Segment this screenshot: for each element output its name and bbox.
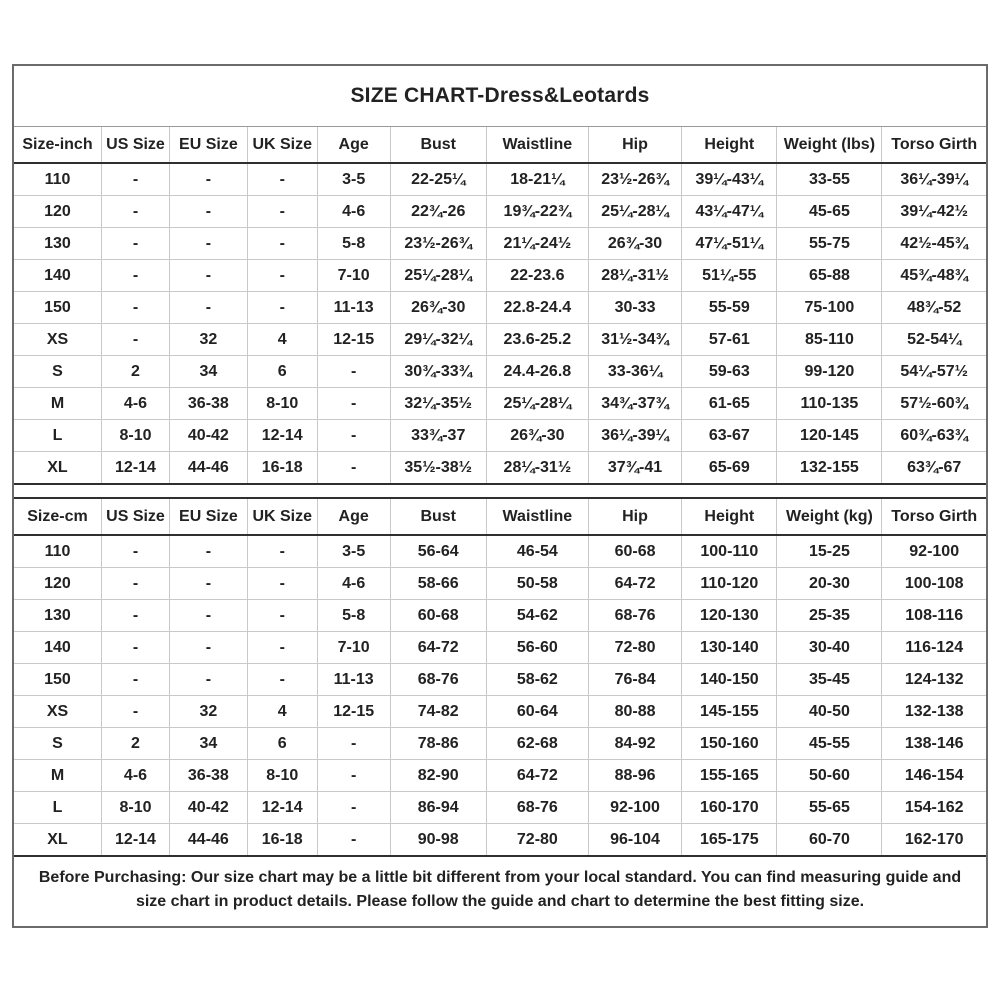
table-row bbox=[14, 824, 986, 856]
table-cell: 36-38 bbox=[170, 388, 248, 420]
table-cell: - bbox=[317, 452, 390, 484]
size-table-cm bbox=[14, 499, 986, 855]
table-cell: 2 bbox=[101, 356, 169, 388]
table-cell: 110-120 bbox=[682, 568, 777, 600]
table-cell: 72-80 bbox=[486, 824, 588, 856]
table-cell: 145-155 bbox=[682, 696, 777, 728]
table-cell: - bbox=[170, 163, 248, 196]
table-cell: 100-108 bbox=[882, 568, 986, 600]
table-cell: 5-8 bbox=[317, 228, 390, 260]
table-cell: 29¼-32¼ bbox=[390, 324, 486, 356]
table-cell: 99-120 bbox=[777, 356, 882, 388]
table-cell: 64-72 bbox=[588, 568, 681, 600]
table-cell: 11-13 bbox=[317, 664, 390, 696]
table-cell: 25¼-28¼ bbox=[390, 260, 486, 292]
table-cell: 75-100 bbox=[777, 292, 882, 324]
table-cell: 76-84 bbox=[588, 664, 681, 696]
table-row bbox=[14, 452, 986, 484]
table-cell: - bbox=[101, 196, 169, 228]
table-cell: 30-40 bbox=[777, 632, 882, 664]
header-row bbox=[14, 499, 986, 535]
table-cell: 132-138 bbox=[882, 696, 986, 728]
table-cell: 37¾-41 bbox=[588, 452, 681, 484]
table-cell: M bbox=[14, 760, 101, 792]
table-cell: 92-100 bbox=[588, 792, 681, 824]
table-cell: 85-110 bbox=[777, 324, 882, 356]
table-cell: 6 bbox=[247, 728, 317, 760]
table-cell: XS bbox=[14, 696, 101, 728]
table-cell: - bbox=[247, 163, 317, 196]
table-cell: 30-33 bbox=[588, 292, 681, 324]
table-cell: 19¾-22¾ bbox=[486, 196, 588, 228]
table-row bbox=[14, 696, 986, 728]
table-cell: - bbox=[317, 824, 390, 856]
table-row bbox=[14, 292, 986, 324]
table-row bbox=[14, 535, 986, 568]
table-cell: 65-69 bbox=[682, 452, 777, 484]
table-cell: - bbox=[101, 632, 169, 664]
table-cell: - bbox=[170, 292, 248, 324]
table-cell: 8-10 bbox=[101, 792, 169, 824]
table-cell: 35-45 bbox=[777, 664, 882, 696]
table-cell: - bbox=[317, 420, 390, 452]
table-cell: XL bbox=[14, 824, 101, 856]
table-cell: 36-38 bbox=[170, 760, 248, 792]
table-cell: 86-94 bbox=[390, 792, 486, 824]
table-cell: 6 bbox=[247, 356, 317, 388]
table-cell: 45-55 bbox=[777, 728, 882, 760]
table-cell: M bbox=[14, 388, 101, 420]
table-cell: 57-61 bbox=[682, 324, 777, 356]
table-cell: S bbox=[14, 728, 101, 760]
table-cell: 68-76 bbox=[390, 664, 486, 696]
table-cell: 60¾-63¾ bbox=[882, 420, 986, 452]
table-cell: 140 bbox=[14, 632, 101, 664]
table-cell: 110 bbox=[14, 163, 101, 196]
table-cell: 120 bbox=[14, 568, 101, 600]
table-cell: 60-68 bbox=[390, 600, 486, 632]
table-cell: 140-150 bbox=[682, 664, 777, 696]
table-cell: 59-63 bbox=[682, 356, 777, 388]
table-cell: 28¼-31½ bbox=[588, 260, 681, 292]
table-cell: 8-10 bbox=[247, 760, 317, 792]
column-header: Weight (lbs) bbox=[777, 127, 882, 163]
table-cell: 26¾-30 bbox=[390, 292, 486, 324]
table-cell: 138-146 bbox=[882, 728, 986, 760]
column-header: US Size bbox=[101, 127, 169, 163]
size-chart-panel bbox=[12, 64, 988, 928]
table-cell: 40-42 bbox=[170, 792, 248, 824]
table-cell: 25¼-28¼ bbox=[486, 388, 588, 420]
table-cell: 23½-26¾ bbox=[390, 228, 486, 260]
table-cell: 11-13 bbox=[317, 292, 390, 324]
table-cell: 51¼-55 bbox=[682, 260, 777, 292]
table-cell: 21¼-24½ bbox=[486, 228, 588, 260]
table-cell: 63¾-67 bbox=[882, 452, 986, 484]
table-cell: - bbox=[101, 260, 169, 292]
table-cell: 63-67 bbox=[682, 420, 777, 452]
table-cell: - bbox=[170, 568, 248, 600]
table-cell: 3-5 bbox=[317, 163, 390, 196]
table-cell: 68-76 bbox=[588, 600, 681, 632]
table-cell: 58-66 bbox=[390, 568, 486, 600]
table-cell: 54¼-57½ bbox=[882, 356, 986, 388]
table-cell: 24.4-26.8 bbox=[486, 356, 588, 388]
column-header: Size-cm bbox=[14, 499, 101, 535]
table-cell: 96-104 bbox=[588, 824, 681, 856]
table-row bbox=[14, 568, 986, 600]
table-cell: 150 bbox=[14, 292, 101, 324]
table-cell: - bbox=[101, 535, 169, 568]
table-cell: - bbox=[101, 292, 169, 324]
table-cell: 12-15 bbox=[317, 696, 390, 728]
table-cell: 33¾-37 bbox=[390, 420, 486, 452]
column-header: Height bbox=[682, 127, 777, 163]
table-cell: 3-5 bbox=[317, 535, 390, 568]
table-cell: 150 bbox=[14, 664, 101, 696]
table-cell: 36¼-39¼ bbox=[882, 163, 986, 196]
table-cell: 50-58 bbox=[486, 568, 588, 600]
table-row bbox=[14, 420, 986, 452]
table-cell: 55-59 bbox=[682, 292, 777, 324]
table-cell: - bbox=[101, 163, 169, 196]
column-header: US Size bbox=[101, 499, 169, 535]
table-cell: 18-21¼ bbox=[486, 163, 588, 196]
table-cell: 26¾-30 bbox=[486, 420, 588, 452]
table-cell: 45-65 bbox=[777, 196, 882, 228]
column-header: Bust bbox=[390, 499, 486, 535]
table-cell: 52-54¼ bbox=[882, 324, 986, 356]
table-cell: - bbox=[247, 228, 317, 260]
table-cell: 35½-38½ bbox=[390, 452, 486, 484]
table-cell: 162-170 bbox=[882, 824, 986, 856]
table-cell: - bbox=[101, 228, 169, 260]
page-title: SIZE CHART-Dress&Leotards bbox=[14, 66, 986, 127]
table-cell: 22-23.6 bbox=[486, 260, 588, 292]
table-cell: - bbox=[170, 260, 248, 292]
table-cell: 130 bbox=[14, 228, 101, 260]
table-cell: 60-68 bbox=[588, 535, 681, 568]
table-cell: 140 bbox=[14, 260, 101, 292]
table-cell: 110 bbox=[14, 535, 101, 568]
table-cell: - bbox=[170, 196, 248, 228]
column-header: Waistline bbox=[486, 499, 588, 535]
table-cell: 4-6 bbox=[317, 196, 390, 228]
table-cell: 65-88 bbox=[777, 260, 882, 292]
table-cell: - bbox=[317, 760, 390, 792]
table-cell: 62-68 bbox=[486, 728, 588, 760]
table-cell: 39¼-43¼ bbox=[682, 163, 777, 196]
table-cell: 54-62 bbox=[486, 600, 588, 632]
table-row bbox=[14, 760, 986, 792]
size-table-inch bbox=[14, 127, 986, 483]
table-cell: 8-10 bbox=[247, 388, 317, 420]
table-cell: 160-170 bbox=[682, 792, 777, 824]
column-header: Waistline bbox=[486, 127, 588, 163]
table-cell: 31½-34¾ bbox=[588, 324, 681, 356]
table-cell: - bbox=[170, 535, 248, 568]
table-cell: 39¼-42½ bbox=[882, 196, 986, 228]
table-cell: 124-132 bbox=[882, 664, 986, 696]
table-cell: 92-100 bbox=[882, 535, 986, 568]
column-header: EU Size bbox=[170, 127, 248, 163]
table-cell: - bbox=[247, 568, 317, 600]
table-cell: 60-70 bbox=[777, 824, 882, 856]
table-row bbox=[14, 356, 986, 388]
table-cell: - bbox=[170, 632, 248, 664]
table-cell: 4 bbox=[247, 696, 317, 728]
table-cell: 25¼-28¼ bbox=[588, 196, 681, 228]
table-cell: - bbox=[317, 792, 390, 824]
table-cell: 60-64 bbox=[486, 696, 588, 728]
table-cell: - bbox=[247, 664, 317, 696]
table-cell: - bbox=[101, 324, 169, 356]
column-header: Age bbox=[317, 499, 390, 535]
table-cell: 108-116 bbox=[882, 600, 986, 632]
table-cell: XS bbox=[14, 324, 101, 356]
column-header: Bust bbox=[390, 127, 486, 163]
table-cell: 56-60 bbox=[486, 632, 588, 664]
table-cell: - bbox=[247, 196, 317, 228]
table-cell: - bbox=[170, 664, 248, 696]
table-cell: 40-42 bbox=[170, 420, 248, 452]
table-cell: 2 bbox=[101, 728, 169, 760]
table-cell: 57½-60¾ bbox=[882, 388, 986, 420]
table-cell: 44-46 bbox=[170, 824, 248, 856]
table-cell: 33-36¼ bbox=[588, 356, 681, 388]
table-cell: 22-25¼ bbox=[390, 163, 486, 196]
table-cell: 78-86 bbox=[390, 728, 486, 760]
table-row bbox=[14, 324, 986, 356]
table-cell: 23½-26¾ bbox=[588, 163, 681, 196]
table-cell: 32 bbox=[170, 696, 248, 728]
table-cell: - bbox=[317, 728, 390, 760]
table-row bbox=[14, 196, 986, 228]
table-cell: 120-145 bbox=[777, 420, 882, 452]
table-cell: - bbox=[170, 600, 248, 632]
table-row bbox=[14, 228, 986, 260]
table-cell: S bbox=[14, 356, 101, 388]
column-header: Age bbox=[317, 127, 390, 163]
table-cell: 16-18 bbox=[247, 824, 317, 856]
table-cell: 146-154 bbox=[882, 760, 986, 792]
table-cell: 100-110 bbox=[682, 535, 777, 568]
table-cell: 22.8-24.4 bbox=[486, 292, 588, 324]
table-cell: 116-124 bbox=[882, 632, 986, 664]
table-cell: 28¼-31½ bbox=[486, 452, 588, 484]
table-cell: 16-18 bbox=[247, 452, 317, 484]
table-cell: 110-135 bbox=[777, 388, 882, 420]
table-cell: 47¼-51¼ bbox=[682, 228, 777, 260]
table-cell: 42½-45¾ bbox=[882, 228, 986, 260]
column-header: UK Size bbox=[247, 499, 317, 535]
table-cell: 34 bbox=[170, 728, 248, 760]
table-cell: L bbox=[14, 420, 101, 452]
table-row bbox=[14, 632, 986, 664]
table-cell: 82-90 bbox=[390, 760, 486, 792]
table-cell: - bbox=[247, 600, 317, 632]
table-cell: 36¼-39¼ bbox=[588, 420, 681, 452]
table-cell: 12-15 bbox=[317, 324, 390, 356]
table-cell: 61-65 bbox=[682, 388, 777, 420]
column-header: Size-inch bbox=[14, 127, 101, 163]
purchase-note-line2: size chart in product details. Please follow the guide and chart to determine the best fitting size. bbox=[135, 893, 865, 910]
table-cell: 50-60 bbox=[777, 760, 882, 792]
table-cell: 84-92 bbox=[588, 728, 681, 760]
table-cell: 68-76 bbox=[486, 792, 588, 824]
table-cell: 120 bbox=[14, 196, 101, 228]
table-row bbox=[14, 388, 986, 420]
table-cell: 55-65 bbox=[777, 792, 882, 824]
table-cell: 45¾-48¾ bbox=[882, 260, 986, 292]
table-cell: 7-10 bbox=[317, 632, 390, 664]
table-cell: 56-64 bbox=[390, 535, 486, 568]
table-cell: 23.6-25.2 bbox=[486, 324, 588, 356]
table-row bbox=[14, 792, 986, 824]
table-cell: 12-14 bbox=[247, 420, 317, 452]
column-header: UK Size bbox=[247, 127, 317, 163]
table-cell: XL bbox=[14, 452, 101, 484]
table-separator bbox=[14, 483, 986, 499]
table-cell: 44-46 bbox=[170, 452, 248, 484]
table-row bbox=[14, 163, 986, 196]
table-cell: - bbox=[101, 568, 169, 600]
table-cell: - bbox=[170, 228, 248, 260]
table-cell: 88-96 bbox=[588, 760, 681, 792]
table-cell: - bbox=[247, 260, 317, 292]
table-cell: - bbox=[317, 356, 390, 388]
table-cell: 165-175 bbox=[682, 824, 777, 856]
table-cell: 155-165 bbox=[682, 760, 777, 792]
table-cell: L bbox=[14, 792, 101, 824]
table-cell: - bbox=[247, 632, 317, 664]
table-row bbox=[14, 728, 986, 760]
table-cell: 12-14 bbox=[247, 792, 317, 824]
table-cell: 74-82 bbox=[390, 696, 486, 728]
table-cell: 130-140 bbox=[682, 632, 777, 664]
column-header: Torso Girth bbox=[882, 499, 986, 535]
table-cell: 43¼-47¼ bbox=[682, 196, 777, 228]
table-cell: 55-75 bbox=[777, 228, 882, 260]
table-cell: 20-30 bbox=[777, 568, 882, 600]
table-cell: 25-35 bbox=[777, 600, 882, 632]
column-header: Height bbox=[682, 499, 777, 535]
table-cell: 154-162 bbox=[882, 792, 986, 824]
table-cell: 40-50 bbox=[777, 696, 882, 728]
table-cell: - bbox=[247, 535, 317, 568]
table-cell: 64-72 bbox=[486, 760, 588, 792]
table-cell: - bbox=[247, 292, 317, 324]
table-cell: 120-130 bbox=[682, 600, 777, 632]
table-cell: 4 bbox=[247, 324, 317, 356]
table-cell: 7-10 bbox=[317, 260, 390, 292]
column-header: Hip bbox=[588, 499, 681, 535]
table-cell: 32¼-35½ bbox=[390, 388, 486, 420]
table-cell: 22¾-26 bbox=[390, 196, 486, 228]
table-cell: 12-14 bbox=[101, 824, 169, 856]
table-cell: - bbox=[101, 664, 169, 696]
table-row bbox=[14, 664, 986, 696]
purchase-note bbox=[14, 855, 986, 926]
table-cell: - bbox=[101, 696, 169, 728]
table-cell: 150-160 bbox=[682, 728, 777, 760]
table-cell: 15-25 bbox=[777, 535, 882, 568]
table-cell: 12-14 bbox=[101, 452, 169, 484]
table-cell: 32 bbox=[170, 324, 248, 356]
table-cell: - bbox=[317, 388, 390, 420]
table-cell: 80-88 bbox=[588, 696, 681, 728]
table-cell: 8-10 bbox=[101, 420, 169, 452]
column-header: Hip bbox=[588, 127, 681, 163]
table-row bbox=[14, 260, 986, 292]
column-header: Torso Girth bbox=[882, 127, 986, 163]
table-cell: 4-6 bbox=[101, 388, 169, 420]
table-cell: 46-54 bbox=[486, 535, 588, 568]
table-row bbox=[14, 600, 986, 632]
table-cell: 132-155 bbox=[777, 452, 882, 484]
column-header: Weight (kg) bbox=[777, 499, 882, 535]
table-cell: - bbox=[101, 600, 169, 632]
table-cell: 48¾-52 bbox=[882, 292, 986, 324]
table-cell: 26¾-30 bbox=[588, 228, 681, 260]
table-cell: 4-6 bbox=[317, 568, 390, 600]
table-cell: 64-72 bbox=[390, 632, 486, 664]
header-row bbox=[14, 127, 986, 163]
table-cell: 130 bbox=[14, 600, 101, 632]
purchase-note-line1: Before Purchasing: Our size chart may be a little bit different from your local standard. You can find measuring guide and bbox=[38, 869, 962, 886]
table-cell: 34 bbox=[170, 356, 248, 388]
table-cell: 90-98 bbox=[390, 824, 486, 856]
table-cell: 33-55 bbox=[777, 163, 882, 196]
table-cell: 34¾-37¾ bbox=[588, 388, 681, 420]
table-cell: 58-62 bbox=[486, 664, 588, 696]
column-header: EU Size bbox=[170, 499, 248, 535]
table-cell: 4-6 bbox=[101, 760, 169, 792]
table-cell: 72-80 bbox=[588, 632, 681, 664]
table-cell: 30¾-33¾ bbox=[390, 356, 486, 388]
table-cell: 5-8 bbox=[317, 600, 390, 632]
